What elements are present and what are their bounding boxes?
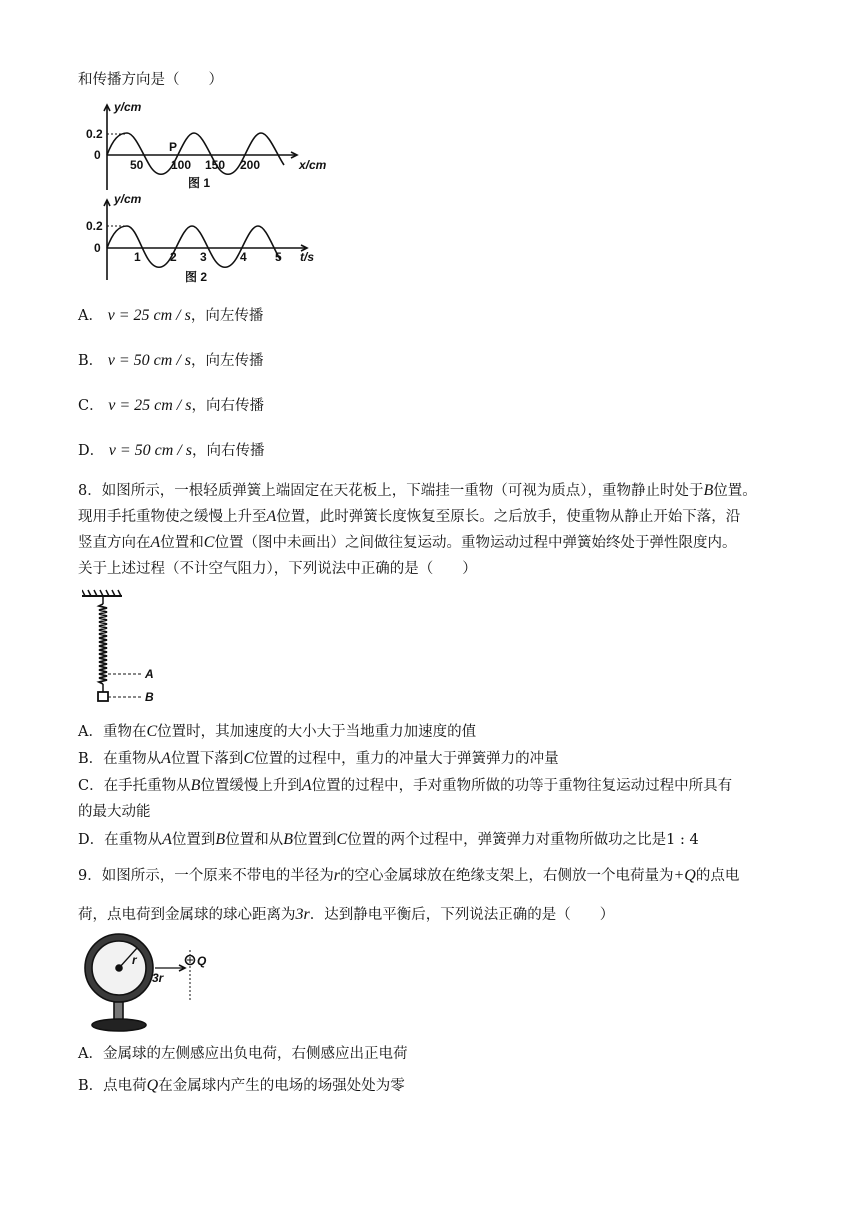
- q7-option-b: [78, 351, 264, 371]
- q8-stem-line: 竖直方向在A位置和C位置（图中未画出）之间做往复运动。重物运动过程中弹簧始终处于弹性限度内。: [78, 534, 737, 551]
- distance-label: 3r: [152, 971, 164, 985]
- fig2-x-tick: 2: [170, 250, 177, 264]
- fig1-x-tick: 50: [130, 158, 144, 172]
- fig2-y-tick: 0.2: [86, 219, 103, 233]
- q8-stem-line: 现用手托重物使之缓慢上升至A位置，此时弹簧长度恢复至原长。之后放手，使重物从静止开始下落，沿: [78, 508, 741, 525]
- q8-option-d: D．在重物从A位置到B位置和从B位置到C位置的两个过程中，弹簧弹力对重物所做功之比是1 : 4: [78, 831, 699, 848]
- q7-option-c: [78, 396, 264, 416]
- fig1-x-tick: 100: [171, 158, 192, 172]
- option-text: ，向左传播: [191, 353, 264, 369]
- option-formula: v = 50 cm / s: [107, 352, 191, 369]
- sphere-radius-label: r: [132, 953, 137, 967]
- q8-option-b: B．在重物从A位置下落到C位置的过程中，重力的冲量大于弹簧弹力的冲量: [78, 750, 559, 767]
- option-text: ，向左传播: [190, 308, 264, 324]
- option-letter: C．: [78, 398, 104, 414]
- option-formula: v = 25 cm / s: [108, 397, 192, 414]
- fig1-x-tick: 150: [205, 158, 226, 172]
- q9-option-a: A．金属球的左侧感应出负电荷，右侧感应出正电荷: [78, 1046, 408, 1062]
- fig1-x-tick: 200: [240, 158, 261, 172]
- fig2-x-tick: 3: [200, 250, 207, 264]
- fig2-x-tick: 4: [240, 250, 247, 264]
- metal-sphere-figure: [82, 930, 222, 1034]
- option-formula: v = 25 cm / s: [107, 307, 191, 324]
- wave-graphs-figure: [82, 95, 332, 290]
- q9-option-b: B．点电荷Q在金属球内产生的电场的场强处处为零: [78, 1077, 405, 1094]
- spring-label-b: B: [145, 690, 154, 704]
- q8-option-a: A．重物在C位置时，其加速度的大小大于当地重力加速度的值: [78, 723, 477, 740]
- fig2-x-label: t/s: [300, 250, 315, 264]
- option-letter: A．: [78, 308, 103, 324]
- option-formula: v = 50 cm / s: [108, 442, 192, 459]
- fig2-x-tick: 1: [134, 250, 141, 264]
- fig1-y-label: y/cm: [114, 100, 142, 114]
- fig1-point-label: P: [169, 140, 178, 154]
- q8-stem-line: 关于上述过程（不计空气阻力），下列说法中正确的是（ ）: [78, 561, 477, 577]
- q9-stem-line: 荷，点电荷到金属球的球心距离为3r．达到静电平衡后，下列说法正确的是（ ）: [78, 906, 615, 923]
- spring-coil: [99, 604, 107, 684]
- fig2-x-tick: 5: [275, 250, 282, 264]
- fig2-y-label: y/cm: [114, 192, 142, 206]
- q8-option-c: C．在手托重物从B位置缓慢上升到A位置的过程中，手对重物所做的功等于重物往复运动过程中所具有: [78, 777, 733, 794]
- option-text: ，向右传播: [191, 398, 264, 414]
- q7-option-a: [78, 306, 263, 326]
- q7-stem-tail: 和传播方向是（ ）: [78, 72, 223, 88]
- fig1-y-tick: 0.2: [86, 127, 103, 141]
- spring-figure: [82, 588, 172, 710]
- option-letter: D．: [78, 443, 105, 459]
- q8-stem-line: 8．如图所示，一根轻质弹簧上端固定在天花板上，下端挂一重物（可视为质点），重物静止时处于B位置。: [78, 482, 757, 499]
- fig1-origin: 0: [94, 148, 101, 162]
- fig2-caption: 图 2: [185, 270, 208, 284]
- option-text: ，向右传播: [191, 443, 265, 459]
- fig2-origin: 0: [94, 241, 101, 255]
- fig1-caption: 图 1: [188, 176, 211, 190]
- wave-curve-fig2: [107, 226, 280, 267]
- fig1-x-label: x/cm: [299, 158, 327, 172]
- q9-stem-line: 9．如图所示，一个原来不带电的半径为r的空心金属球放在绝缘支架上，右侧放一个电荷量为+Q的点电: [78, 867, 740, 884]
- spring-label-a: A: [145, 667, 154, 681]
- q8-option-c-cont: 的最大动能: [78, 804, 151, 820]
- option-letter: B．: [78, 353, 104, 369]
- charge-label: Q: [197, 954, 207, 968]
- q7-option-d: [78, 441, 264, 461]
